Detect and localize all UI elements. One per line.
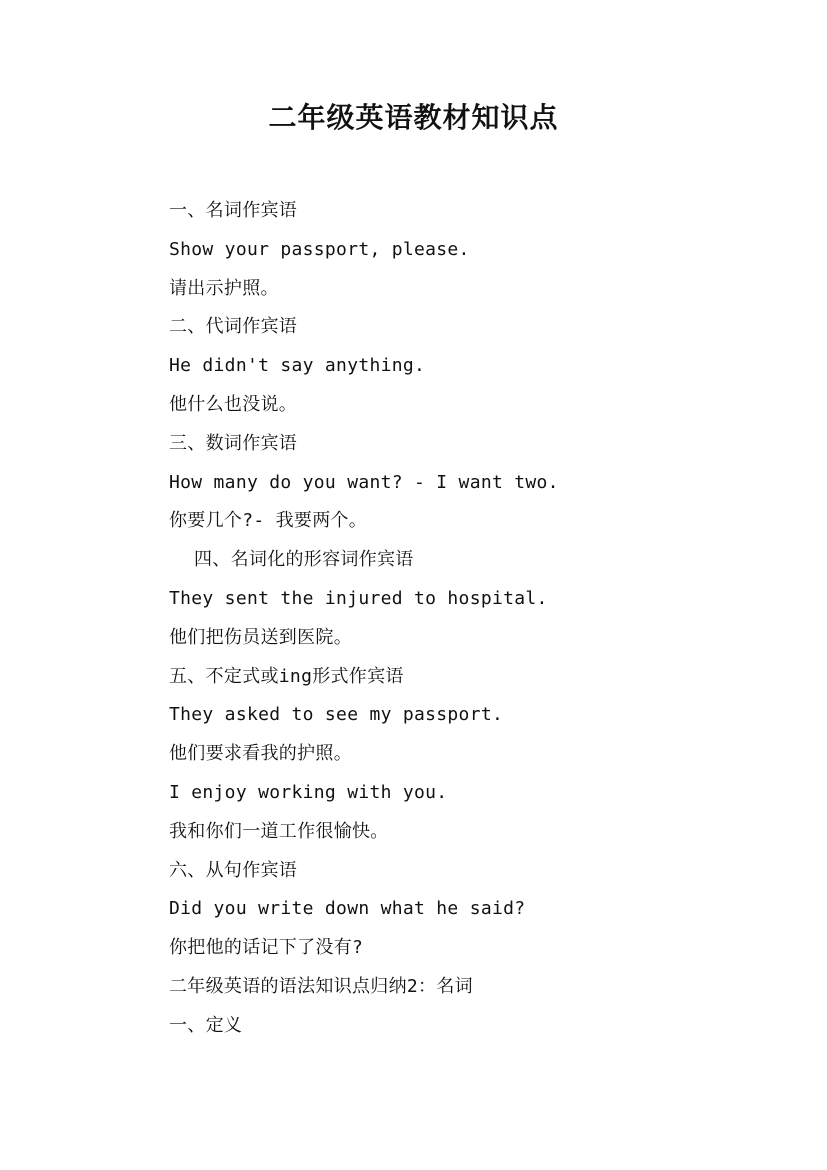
- document-title: 二年级英语教材知识点: [268, 101, 559, 134]
- example-sentence-english: I enjoy working with you.: [169, 781, 448, 803]
- section-title-noun-grammar: 二年级英语的语法知识点归纳2：名词: [169, 975, 473, 997]
- example-sentence-english: Did you write down what he said?: [169, 898, 526, 920]
- example-sentence-chinese: 他什么也没说。: [169, 393, 298, 415]
- section-heading-nominalized-adjective-object: 四、名词化的形容词作宾语: [194, 549, 414, 571]
- example-sentence-english: How many do you want? - I want two.: [169, 471, 559, 493]
- section-heading-clause-object: 六、从句作宾语: [169, 859, 298, 881]
- example-sentence-chinese: 他们把伤员送到医院。: [169, 626, 352, 648]
- example-sentence-chinese: 你把他的话记下了没有?: [169, 937, 364, 959]
- section-heading-definition: 一、定义: [169, 1014, 243, 1036]
- section-heading-numeral-object: 三、数词作宾语: [169, 432, 298, 454]
- example-sentence-english: They asked to see my passport.: [169, 704, 504, 726]
- example-sentence-chinese: 我和你们一道工作很愉快。: [169, 820, 389, 842]
- example-sentence-english: They sent the injured to hospital.: [169, 587, 548, 609]
- example-sentence-chinese: 他们要求看我的护照。: [169, 743, 352, 765]
- example-sentence-chinese: 请出示护照。: [169, 277, 279, 299]
- section-heading-infinitive-object: 五、不定式或ing形式作宾语: [169, 665, 404, 687]
- example-sentence-chinese: 你要几个?- 我要两个。: [169, 510, 368, 532]
- section-heading-noun-object: 一、名词作宾语: [169, 200, 298, 221]
- section-heading-pronoun-object: 二、代词作宾语: [169, 316, 298, 338]
- document-body: [169, 192, 769, 1046]
- example-sentence-english: He didn't say anything.: [169, 355, 426, 377]
- example-sentence-english: Show your passport, please.: [169, 238, 470, 260]
